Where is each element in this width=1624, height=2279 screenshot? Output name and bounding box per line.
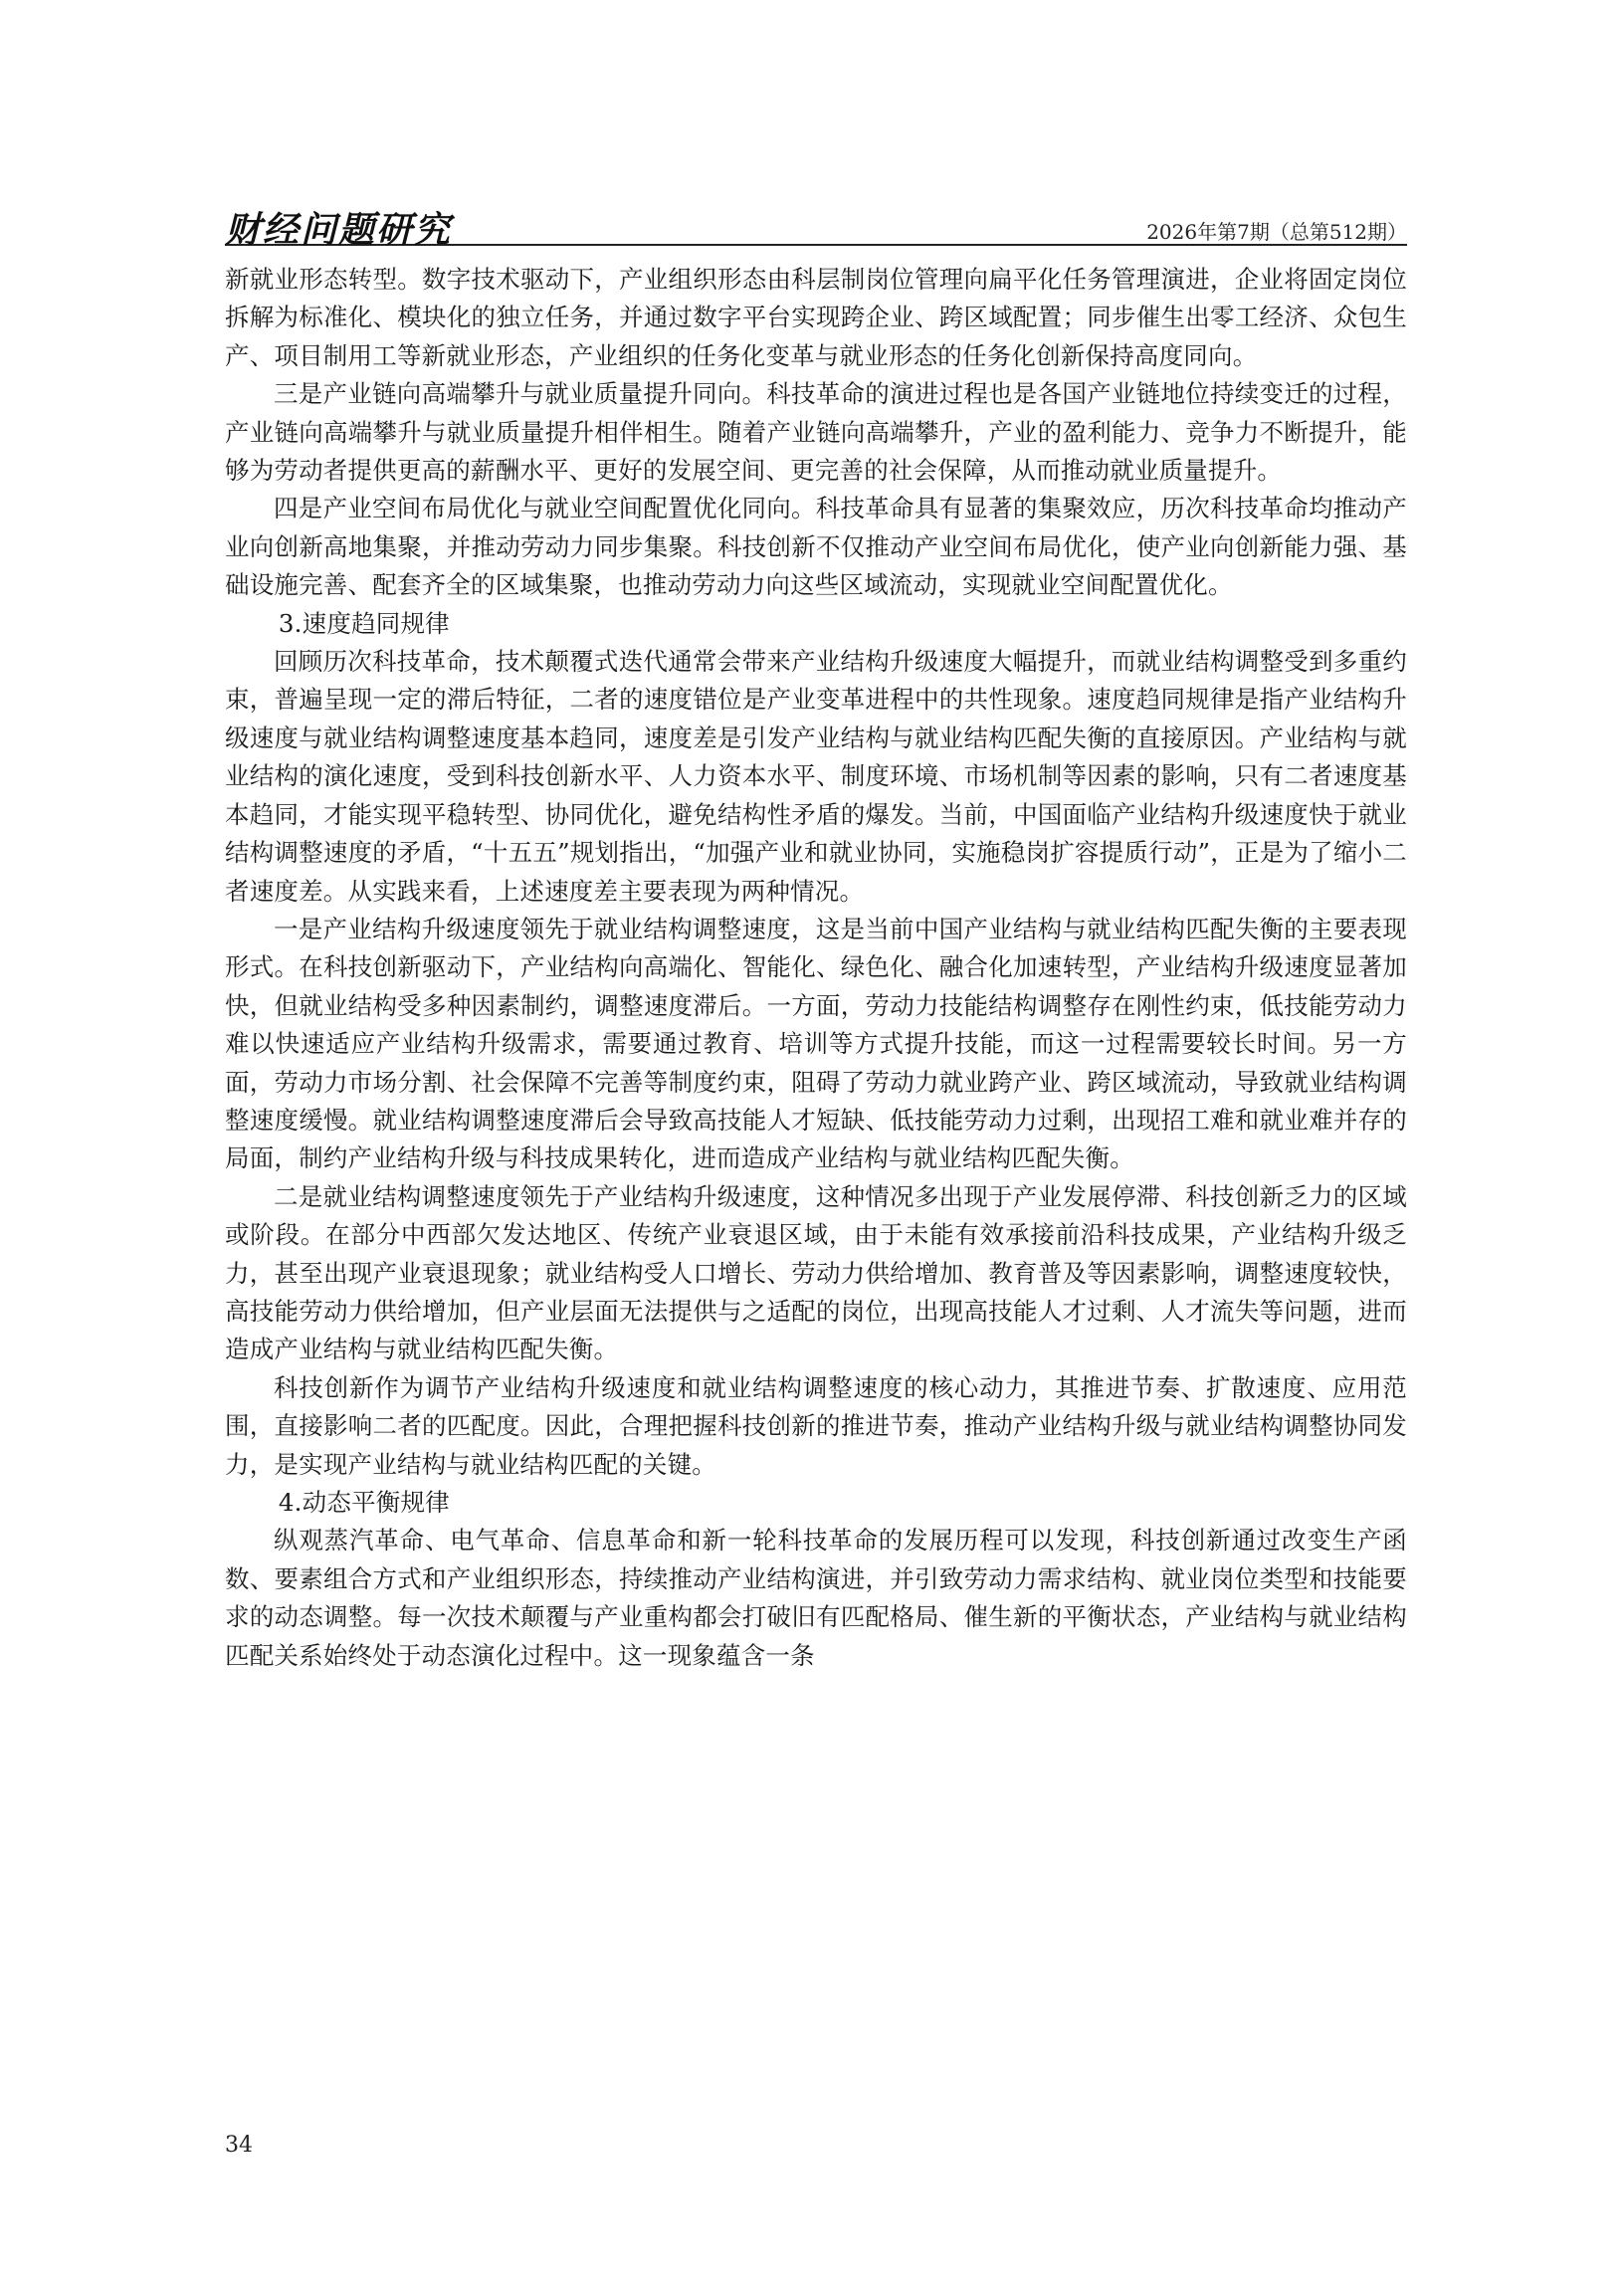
paragraph: 二是就业结构调整速度领先于产业结构升级速度，这种情况多出现于产业发展停滞、科技创新乏力的区域或阶段。在部分中西部欠发达地区、传统产业衰退区域，由于未能有效承接前沿科技成果，产业结构升级乏力，甚至出现产业衰退现象；就业结构受人口增长、劳动力供给增加、教育普及等因素影响，调整速度较快，高技能劳动力供给增加，但产业层面无法提供与之适配的岗位，出现高技能人才过剩、人才流失等问题，进而造成产业结构与就业结构匹配失衡。 bbox=[225, 1181, 1407, 1364]
paragraph: 新就业形态转型。数字技术驱动下，产业组织形态由科层制岗位管理向扁平化任务管理演进，企业将固定岗位拆解为标准化、模块化的独立任务，并通过数字平台实现跨企业、跨区域配置；同步催生出零工经济、众包生产、项目制用工等新就业形态，产业组织的任务化变革与就业形态的任务化创新保持高度同向。 bbox=[225, 265, 1407, 370]
paragraph: 科技创新作为调节产业结构升级速度和就业结构调整速度的核心动力，其推进节奏、扩散速度、应用范围，直接影响二者的匹配度。因此，合理把握科技创新的推进节奏，推动产业结构升级与就业结构调整协同发力，是实现产业结构与就业结构匹配的关键。 bbox=[225, 1372, 1407, 1479]
issue-info: 2026年第7期（总第512期） bbox=[1146, 220, 1407, 244]
section-heading: 4.动态平衡规律 bbox=[278, 1488, 450, 1517]
paragraph: 纵观蒸汽革命、电气革命、信息革命和新一轮科技革命的发展历程可以发现，科技创新通过改变生产函数、要素组合方式和产业组织形态，持续推动产业结构演进，并引致劳动力需求结构、就业岗位类型和技能要求的动态调整。每一次技术颠覆与产业重构都会打破旧有匹配格局、催生新的平衡状态，产业结构与就业结构匹配关系始终处于动态演化过程中。这一现象蕴含一条 bbox=[225, 1526, 1407, 1670]
page-number: 34 bbox=[225, 2133, 253, 2158]
paragraph: 四是产业空间布局优化与就业空间配置优化同向。科技革命具有显著的集聚效应，历次科技革命均推动产业向创新高地集聚，并推动劳动力同步集聚。科技创新不仅推动产业空间布局优化，使产业向创新能力强、基础设施完善、配套齐全的区域集聚，也推动劳动力向这些区域流动，实现就业空间配置优化。 bbox=[225, 494, 1407, 600]
paragraph: 一是产业结构升级速度领先于就业结构调整速度，这是当前中国产业结构与就业结构匹配失衡的主要表现形式。在科技创新驱动下，产业结构向高端化、智能化、绿色化、融合化加速转型，产业结构升级速度显著加快，但就业结构受多种因素制约，调整速度滞后。一方面，劳动力技能结构调整存在刚性约束，低技能劳动力难以快速适应产业结构升级需求，需要通过教育、培训等方式提升技能，而这一过程需要较长时间。另一方面，劳动力市场分割、社会保障不完善等制度约束，阻碍了劳动力就业跨产业、跨区域流动，导致就业结构调整速度缓慢。就业结构调整速度滞后会导致高技能人才短缺、低技能劳动力过剩，出现招工难和就业难并存的局面，制约产业结构升级与科技成果转化，进而造成产业结构与就业结构匹配失衡。 bbox=[225, 914, 1407, 1173]
paragraph: 回顾历次科技革命，技术颠覆式迭代通常会带来产业结构升级速度大幅提升，而就业结构调整受到多重约束，普遍呈现一定的滞后特征，二者的速度错位是产业变革进程中的共性现象。速度趋同规律是指产业结构升级速度与就业结构调整速度基本趋同，速度差是引发产业结构与就业结构匹配失衡的直接原因。产业结构与就业结构的演化速度，受到科技创新水平、人力资本水平、制度环境、市场机制等因素的影响，只有二者速度基本趋同，才能实现平稳转型、协同优化，避免结构性矛盾的爆发。当前，中国面临产业结构升级速度快于就业结构调整速度的矛盾，“十五五”规划指出，“加强产业和就业协同，实施稳岗扩容提质行动”，正是为了缩小二者速度差。从实践来看，上述速度差主要表现为两种情况。 bbox=[225, 647, 1407, 906]
section-heading: 3.速度趋同规律 bbox=[278, 608, 450, 638]
article-body bbox=[225, 261, 1407, 1675]
running-header bbox=[225, 204, 1407, 251]
journal-logo: 财经问题研究 bbox=[225, 209, 453, 251]
paragraph: 三是产业链向高端攀升与就业质量提升同向。科技革命的演进过程也是各国产业链地位持续变迁的过程，产业链向高端攀升与就业质量提升相伴相生。随着产业链向高端攀升，产业的盈利能力、竞争力不断提升，能够为劳动者提供更高的薪酬水平、更好的发展空间、更完善的社会保障，从而推动就业质量提升。 bbox=[225, 379, 1407, 486]
